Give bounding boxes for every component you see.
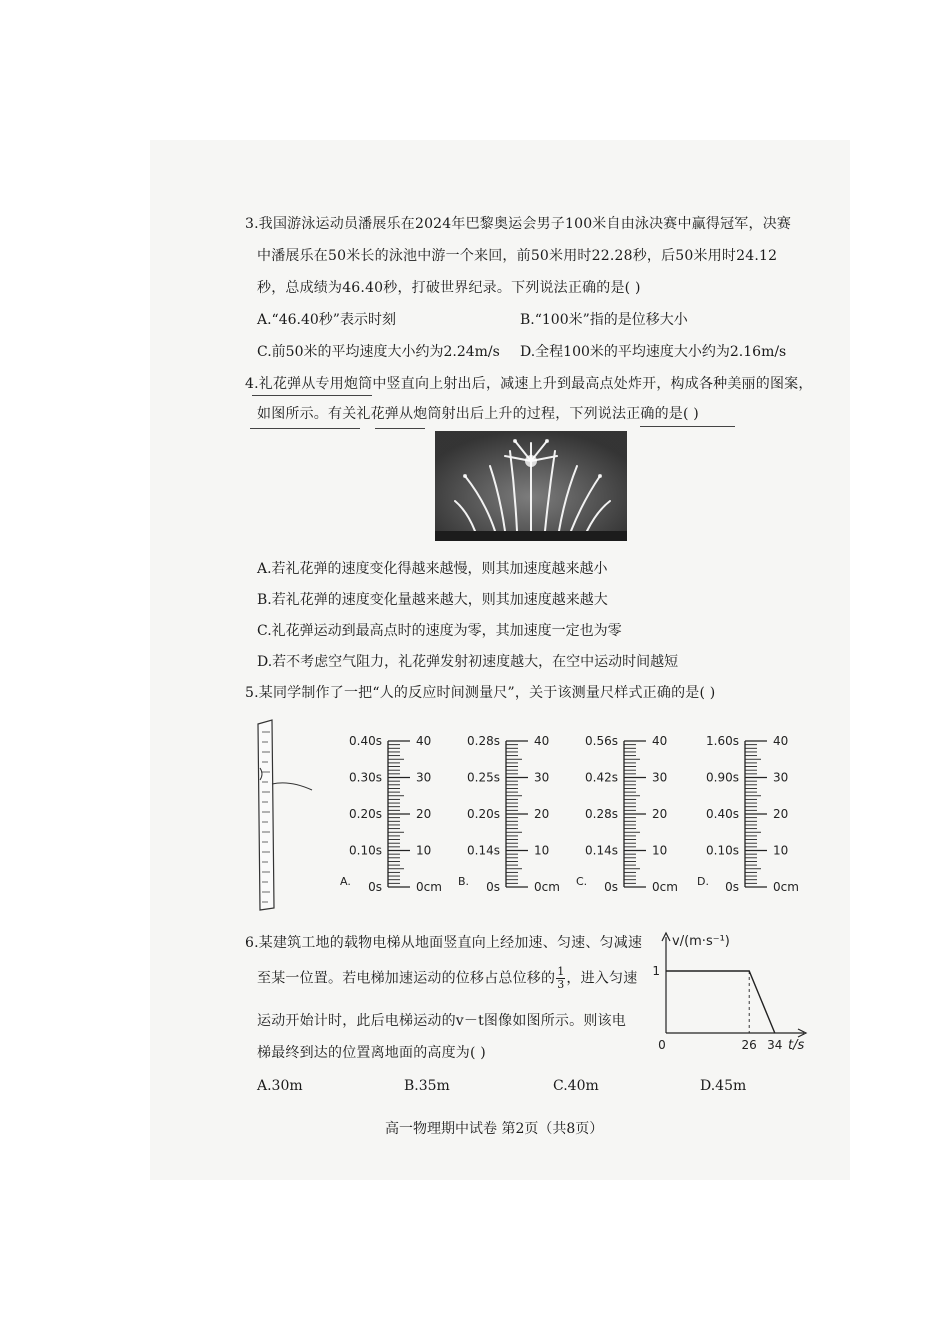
ruler-time-label: 0.56s [585,734,618,748]
ruler-cm-label: 0cm [773,880,799,894]
y-axis-label: v/(m·s⁻¹) [672,934,730,949]
ruler-cm-label: 40 [534,734,550,748]
q3-option-a[interactable]: A.“46.40秒”表示时刻 [257,312,396,328]
ruler-time-label: 0.14s [467,843,500,858]
ruler-time-label: 0.20s [349,807,382,821]
q6-line-1: 6.某建筑工地的载物电梯从地面竖直向上经加速、匀速、匀减速 [245,935,643,951]
q6-option-a[interactable]: A.30m [257,1078,303,1094]
ruler-cm-label: 40 [652,734,668,748]
ruler-photo [250,718,320,913]
ruler-cm-label: 10 [416,843,432,858]
ruler-cm-label: 40 [416,734,432,748]
ruler-time-label: 0.20s [467,807,500,821]
ruler-time-label: 0s [604,880,618,894]
q4-option-b[interactable]: B.若礼花弹的速度变化量越来越大，则其加速度越来越大 [257,592,608,608]
ruler-option-letter: A. [340,875,351,888]
velocity-line [666,971,775,1033]
ruler-cm-label: 30 [534,770,550,785]
ruler-time-label: 0s [486,880,500,894]
ruler-cm-label: 20 [534,807,550,821]
ruler-time-label: 0.10s [349,843,382,858]
ruler-option-letter: C. [576,875,588,888]
ruler-time-label: 1.60s [706,734,739,748]
ruler-options [330,725,810,905]
q6-line-2-start: 至某一位置。若电梯加速运动的位移占总位移的 [257,970,556,987]
q6-line-2 [257,966,637,991]
ruler-time-label: 0s [368,880,382,894]
ruler-time-label: 0.30s [349,770,382,785]
ruler-cm-label: 10 [652,843,668,858]
x-tick-label: 0 [658,1038,666,1052]
q4-option-c[interactable]: C.礼花弹运动到最高点时的速度为零，其加速度一定也为零 [257,623,622,639]
underline-mark [640,426,735,427]
ruler-time-label: 0.40s [706,807,739,821]
q3-line-3: 秒，总成绩为46.40秒，打破世界纪录。下列说法正确的是( ) [257,280,641,296]
q4-option-d[interactable]: D.若不考虑空气阻力，礼花弹发射初速度越大，在空中运动时间越短 [257,654,679,670]
q4-line-1: 4.礼花弹从专用炮筒中竖直向上射出后，减速上升到最高点处炸开，构成各种美丽的图案， [245,376,813,392]
ruler-cm-label: 30 [652,770,668,785]
vt-graph [648,925,818,1055]
fraction-one-third [556,966,565,991]
ruler-time-label: 0.28s [467,734,500,748]
ruler-cm-label: 10 [773,843,789,858]
ruler-cm-label: 0cm [534,880,560,894]
x-tick-label: 34 [767,1038,783,1052]
ruler-cm-label: 0cm [416,880,442,894]
ruler-cm-label: 30 [416,770,432,785]
q3-line-1: 3.我国游泳运动员潘展乐在2024年巴黎奥运会男子100米自由泳决赛中赢得冠军，决赛 [245,216,792,232]
ruler-cm-label: 0cm [652,880,678,894]
ruler-time-label: 0.25s [467,770,500,785]
ruler-time-label: 0s [725,880,739,894]
ruler-cm-label: 10 [534,843,550,858]
ruler-time-label: 0.28s [585,807,618,821]
page-footer: 高一物理期中试卷 第2页（共8页） [385,1121,604,1137]
q3-option-d[interactable]: D.全程100米的平均速度大小约为2.16m/s [520,344,787,360]
q6-option-c[interactable]: C.40m [553,1078,599,1094]
q5-line-1: 5.某同学制作了一把“人的反应时间测量尺”，关于该测量尺样式正确的是( ) [245,685,716,701]
ruler-time-label: 0.40s [349,734,382,748]
q3-option-b[interactable]: B.“100米”指的是位移大小 [520,312,688,328]
q4-line-2: 如图所示。有关礼花弹从炮筒射出后上升的过程，下列说法正确的是( ) [257,406,699,422]
underline-mark [252,395,372,396]
q4-option-a[interactable]: A.若礼花弹的速度变化得越来越慢，则其加速度越来越小 [257,561,608,577]
x-tick-label: 26 [741,1038,757,1052]
y-tick-label: 1 [652,964,660,978]
ruler-option-d[interactable] [697,734,799,894]
q6-line-2-end: ，进入匀速 [566,970,638,987]
fraction-numerator: 1 [557,965,565,978]
ruler-option-a[interactable] [340,734,442,894]
ruler-time-label: 0.90s [706,770,739,785]
ruler-time-label: 0.14s [585,843,618,858]
ruler-cm-label: 20 [652,807,668,821]
ruler-cm-label: 30 [773,770,789,785]
fraction-denominator: 3 [557,978,565,991]
q6-option-d[interactable]: D.45m [700,1078,747,1094]
underline-mark [375,428,425,429]
q6-option-b[interactable]: B.35m [404,1078,450,1094]
underline-mark [250,428,360,429]
ruler-option-c[interactable] [576,734,678,894]
q6-line-3: 运动开始计时，此后电梯运动的v－t图像如图所示。则该电 [257,1013,626,1029]
x-axis-label: t/s [788,1038,805,1053]
ruler-option-letter: D. [697,875,709,888]
ruler-time-label: 0.42s [585,770,618,785]
ruler-cm-label: 20 [773,807,789,821]
ruler-cm-label: 40 [773,734,789,748]
ruler-option-letter: B. [458,875,470,888]
q6-line-4: 梯最终到达的位置离地面的高度为( ) [257,1045,486,1061]
ruler-time-label: 0.10s [706,843,739,858]
fireworks-photo [435,431,627,541]
ruler-option-b[interactable] [458,734,560,894]
q3-option-c[interactable]: C.前50米的平均速度大小约为2.24m/s [257,344,500,360]
ruler-cm-label: 20 [416,807,432,821]
q3-line-2: 中潘展乐在50米长的泳池中游一个来回，前50米用时22.28秒，后50米用时24.12 [257,248,778,264]
